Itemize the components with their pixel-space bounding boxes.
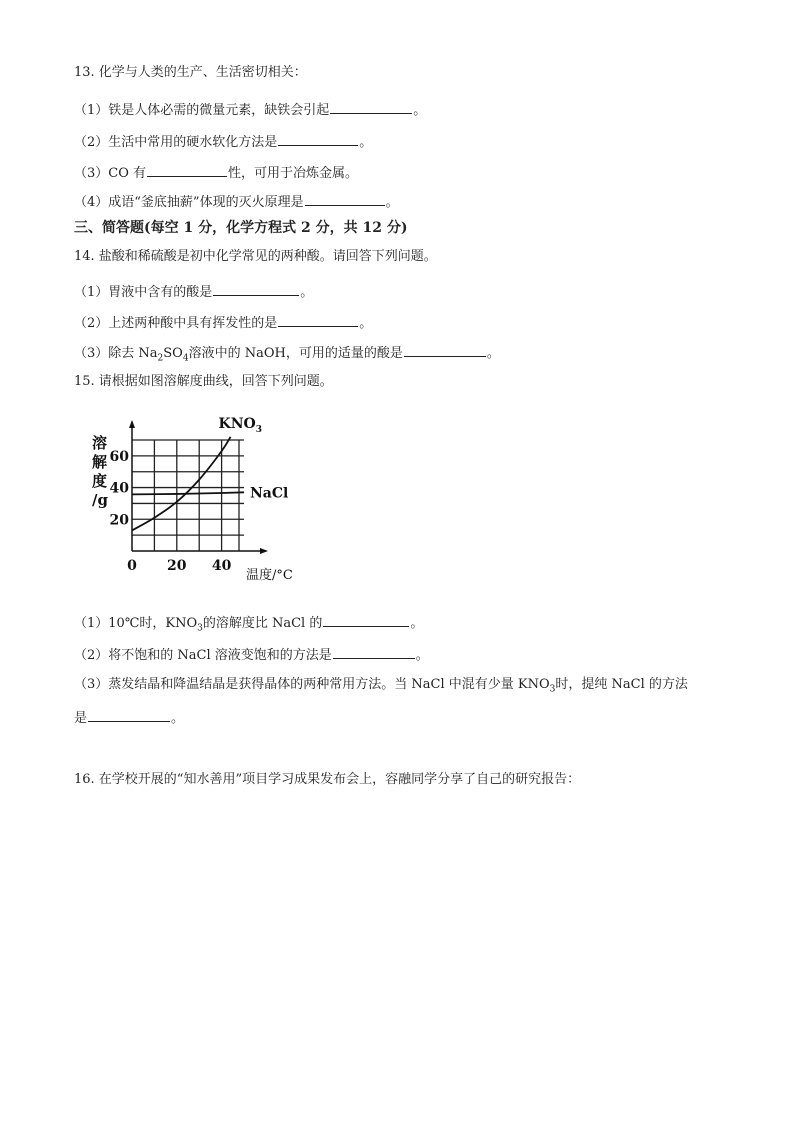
q16-stem: 16. 在学校开展的“知水善用”项目学习成果发布会上，容融同学分享了自己的研究报告： — [74, 772, 581, 787]
y-tick-label: 60 — [109, 448, 129, 465]
answer-blank[interactable] — [278, 131, 358, 146]
chart-ticks — [110, 449, 293, 583]
series-label-0: $KNO_3$ — [218, 416, 262, 435]
q13-part3: （3）CO 有 性，可用于冶炼金属。 — [74, 162, 358, 183]
answer-blank[interactable] — [305, 191, 385, 206]
x-tick-label: 40 — [211, 558, 232, 574]
q15-part3-cont: 是 。 — [74, 707, 184, 728]
q13-part1: （1）铁是人体必需的微量元素，缺铁会引起 。 — [74, 99, 426, 120]
series-label-1: NaCl — [250, 485, 289, 502]
q14-part3: （3）除去 $Na_2SO_4$溶液中的 NaOH，可用的适量的酸是 。 — [74, 342, 500, 363]
q14-stem: 14. 盐酸和稀硫酸是初中化学常见的两种酸。请回答下列问题。 — [74, 249, 437, 264]
q13-part2: （2）生活中常用的硬水软化方法是 。 — [74, 131, 372, 152]
q15-stem: 15. 请根据如图溶解度曲线，回答下列问题。 — [74, 374, 333, 389]
solubility-chart — [84, 414, 294, 586]
answer-blank[interactable] — [404, 342, 486, 357]
x-tick-label: 0 — [127, 558, 137, 574]
chart-grid — [132, 440, 244, 551]
series-line-0 — [132, 437, 231, 531]
x-axis-arrow — [260, 548, 268, 554]
q15-part1: （1）10℃时，$KNO_3$的溶解度比 NaCl 的 。 — [74, 612, 423, 633]
y-axis-label-char: 度 — [92, 472, 108, 490]
y-axis-label-char: 溶 — [92, 434, 108, 452]
y-tick-label: 20 — [109, 512, 129, 529]
answer-blank[interactable] — [330, 99, 412, 114]
answer-blank[interactable] — [323, 612, 409, 627]
answer-blank[interactable] — [213, 281, 299, 296]
q15-part3: （3）蒸发结晶和降温结晶是获得晶体的两种常用方法。当 NaCl 中混有少量 $KNO_3$时，提纯 NaCl 的方法 — [74, 677, 688, 695]
q13-part4: （4）成语“釜底抽薪”体现的灭火原理是 。 — [74, 191, 399, 212]
y-axis-label-char: 解 — [92, 453, 108, 471]
y-axis-arrow — [129, 420, 135, 428]
q13-stem: 13. 化学与人类的生产、生活密切相关： — [74, 65, 307, 80]
section-heading: 三、简答题(每空 1 分，化学方程式 2 分，共 12 分) — [74, 220, 408, 236]
answer-blank[interactable] — [147, 162, 227, 177]
y-axis-label — [92, 434, 108, 509]
answer-blank[interactable] — [333, 644, 415, 659]
chart-series — [132, 416, 288, 530]
q14-part1: （1）胃液中含有的酸是 。 — [74, 281, 313, 302]
x-axis-label: 温度/°C — [246, 568, 293, 583]
q14-part2: （2）上述两种酸中具有挥发性的是 。 — [74, 312, 372, 333]
y-tick-label: 40 — [109, 480, 129, 497]
answer-blank[interactable] — [278, 312, 358, 327]
answer-blank[interactable] — [88, 707, 170, 722]
x-tick-label: 20 — [167, 558, 187, 574]
q15-part2: （2）将不饱和的 NaCl 溶液变饱和的方法是 。 — [74, 644, 429, 665]
y-axis-label-char: /g — [92, 491, 108, 509]
